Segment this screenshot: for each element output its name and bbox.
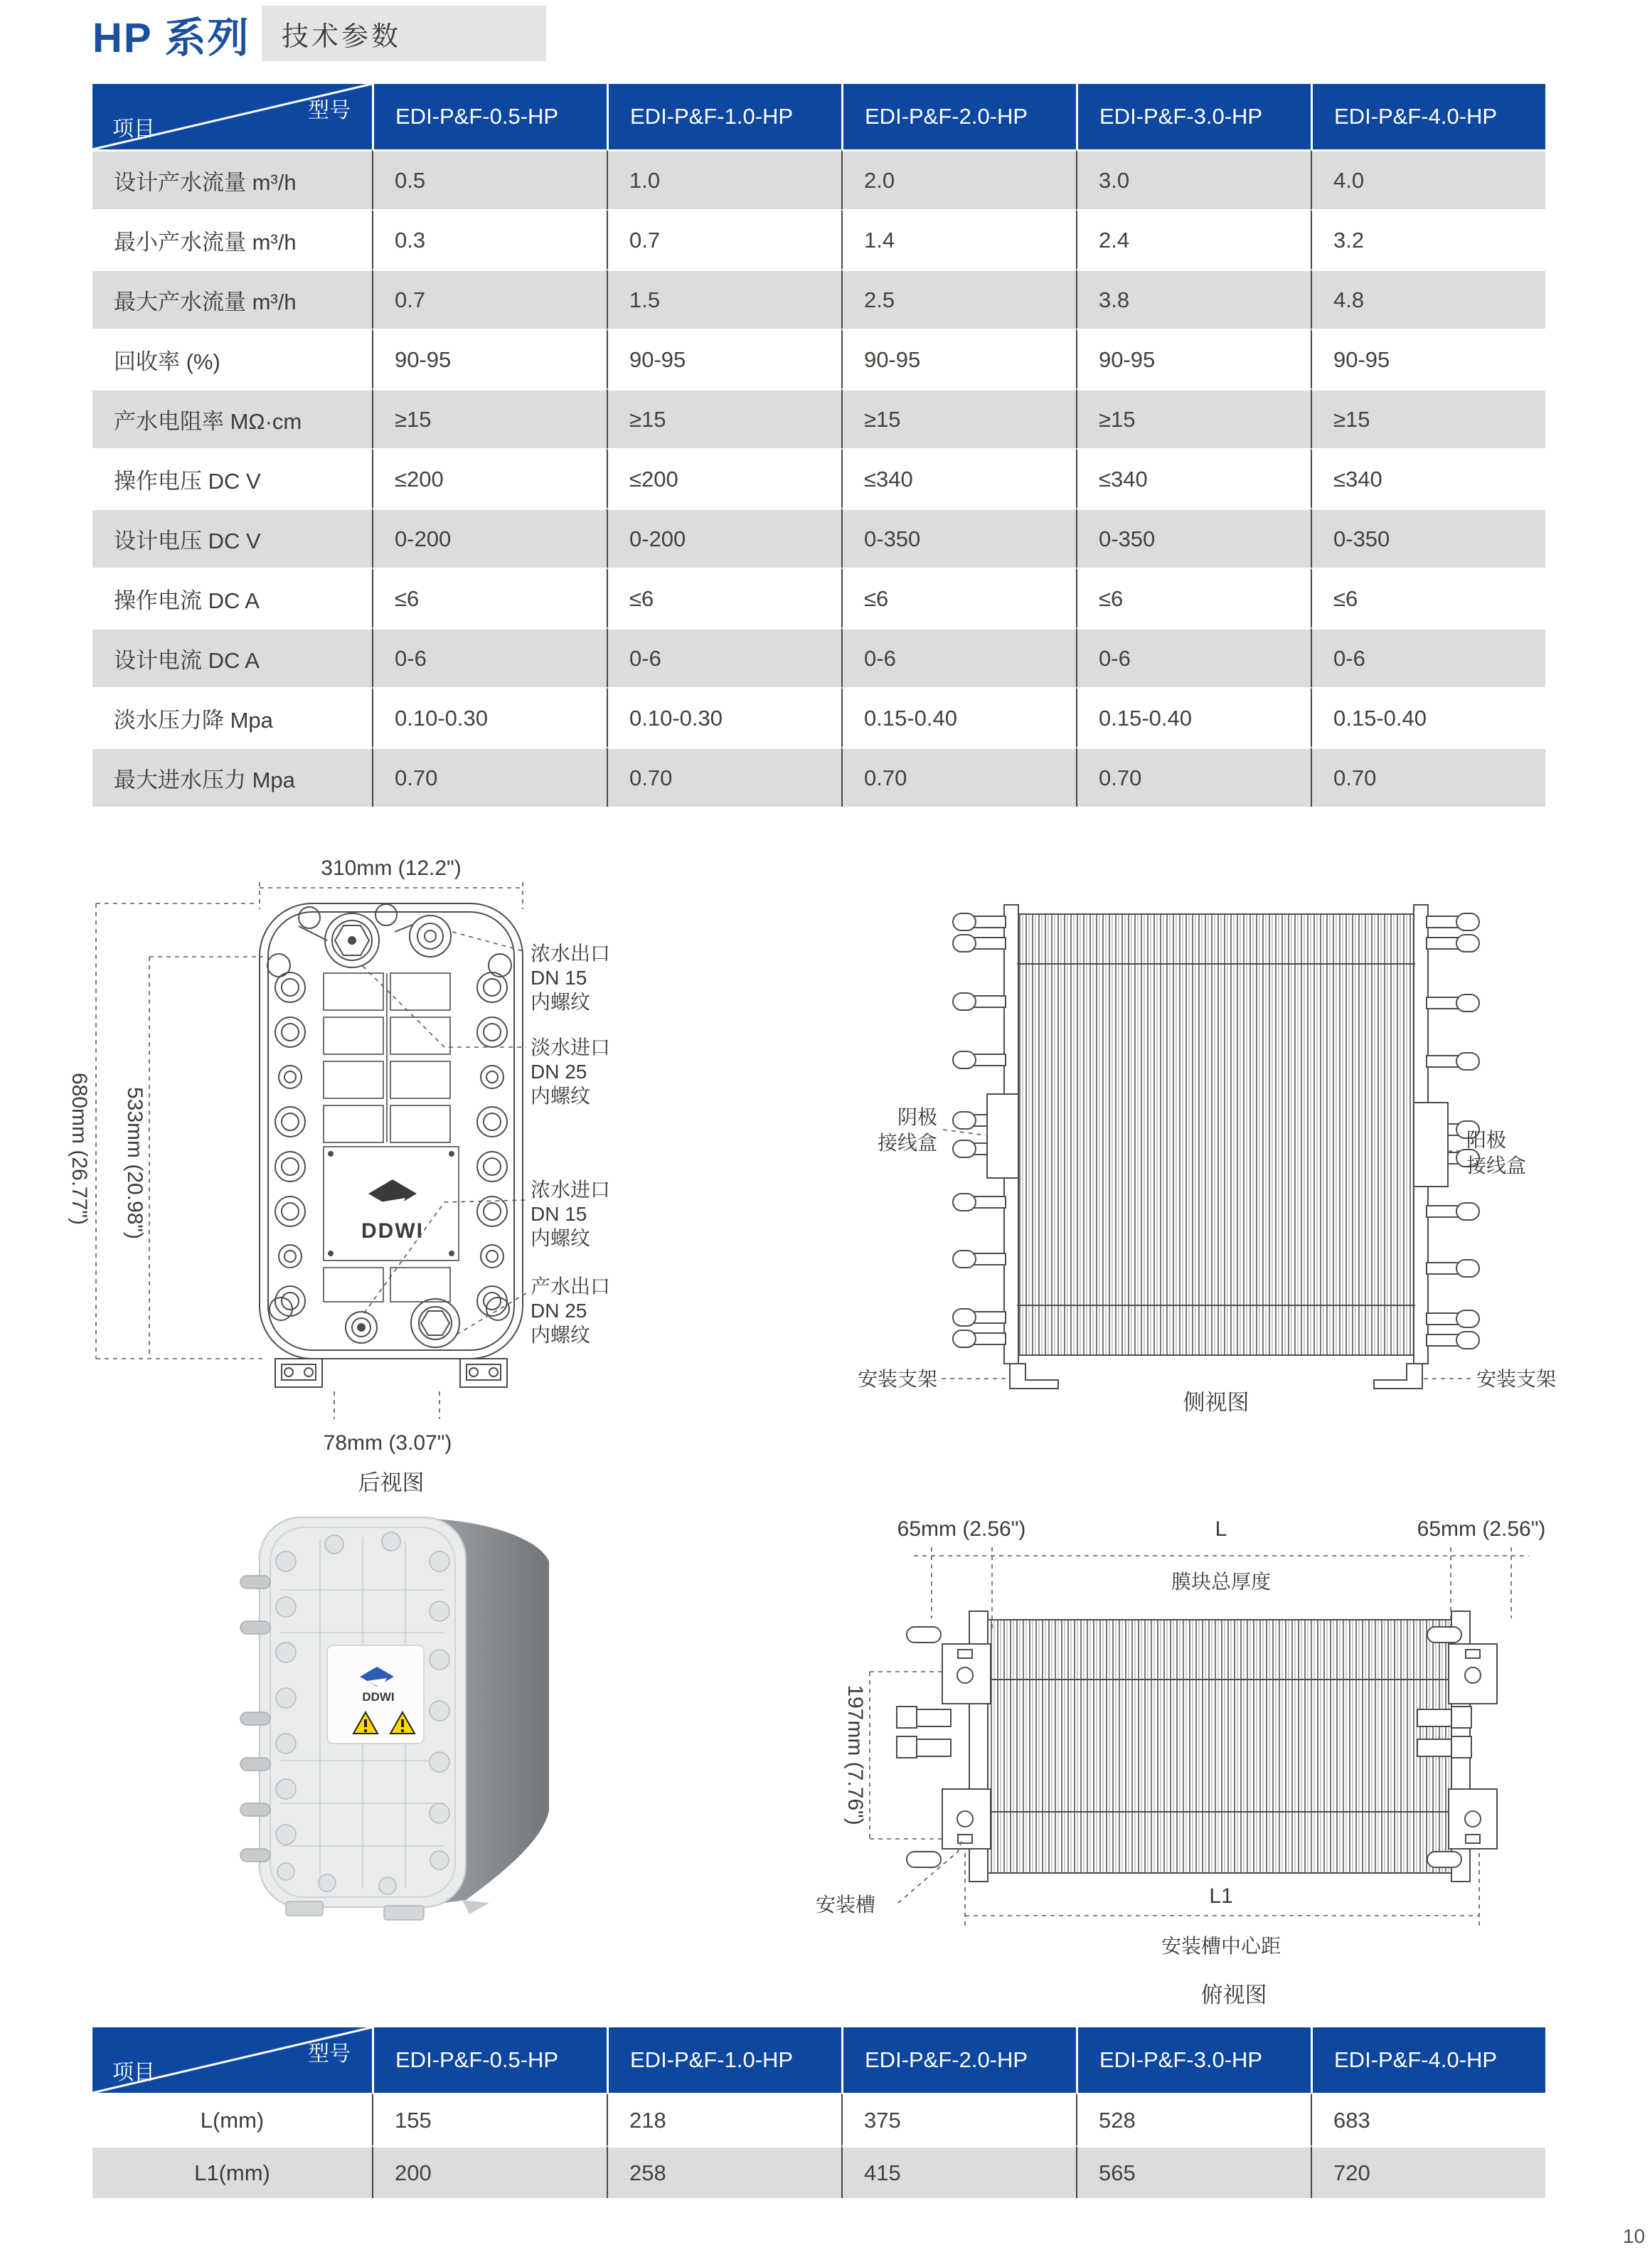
- iso-view-render: [220, 1476, 604, 1924]
- column-header: EDI-P&F-0.5-HP: [372, 84, 607, 149]
- table-cell: 0.70: [607, 747, 841, 807]
- table-cell: 2.5: [841, 269, 1076, 329]
- table-cell: 0.15-0.40: [1076, 687, 1311, 747]
- svg-text:DDWI: DDWI: [362, 1690, 395, 1704]
- table-cell: 1.5: [607, 269, 841, 329]
- svg-text:DN 25: DN 25: [531, 1300, 587, 1322]
- top-view-diagram: [779, 1505, 1589, 2010]
- svg-text:内螺纹: 内螺纹: [531, 1227, 591, 1249]
- table-cell: 90-95: [1076, 329, 1311, 388]
- table-cell: ≤6: [1311, 568, 1545, 627]
- svg-text:内螺纹: 内螺纹: [531, 1085, 591, 1107]
- mount-slot-label: 安装槽: [816, 1894, 876, 1916]
- table-cell: 4.8: [1311, 269, 1545, 329]
- table-cell: 683: [1311, 2093, 1545, 2145]
- table-cell: 0.15-0.40: [841, 687, 1076, 747]
- anode-junction-box: [1414, 1103, 1448, 1187]
- product-label-plate: [327, 1645, 424, 1744]
- table-cell: 528: [1076, 2093, 1311, 2145]
- table-cell: 0.3: [372, 209, 607, 269]
- table-cell: 4.0: [1311, 149, 1545, 209]
- table-cell: ≤340: [841, 448, 1076, 508]
- table-cell: 0.5: [372, 149, 607, 209]
- table-cell: ≤6: [607, 568, 841, 627]
- table-cell: 90-95: [1311, 329, 1545, 388]
- table-cell: 720: [1311, 2145, 1545, 2198]
- svg-text:DN 15: DN 15: [531, 1203, 587, 1225]
- table-cell: 2.4: [1076, 209, 1311, 269]
- spec-table: [92, 84, 1545, 807]
- column-header: EDI-P&F-4.0-HP: [1311, 2027, 1545, 2093]
- table-cell: ≤200: [372, 448, 607, 508]
- table-cell: 90-95: [841, 329, 1076, 388]
- stack-thickness-label: 膜块总厚度: [1171, 1571, 1272, 1593]
- table-cell: 3.8: [1076, 269, 1311, 329]
- table-cell: 0.70: [372, 747, 607, 807]
- table-cell: 1.0: [607, 149, 841, 209]
- cathode-label: 阴极: [897, 1106, 937, 1128]
- table-cell: 155: [372, 2093, 607, 2145]
- row-label: 最大进水压力 Mpa: [92, 747, 372, 807]
- cathode-junction-box: [987, 1094, 1018, 1178]
- table-cell: ≤6: [372, 568, 607, 627]
- row-label: L1(mm): [92, 2145, 372, 2198]
- row-label: 淡水压力降 Mpa: [92, 687, 372, 747]
- table-cell: 0-6: [1311, 627, 1545, 687]
- callout-concentrate-outlet: 浓水出口: [531, 943, 611, 965]
- table-cell: 90-95: [372, 329, 607, 388]
- rear-dim-height-inner: 533mm (20.98"): [123, 1086, 146, 1240]
- rear-dim-height-outer: 680mm (26.77"): [68, 1072, 91, 1226]
- row-label: L(mm): [92, 2093, 372, 2145]
- dim-table-corner-cell: [92, 2027, 372, 2093]
- column-header: EDI-P&F-0.5-HP: [372, 2027, 607, 2093]
- row-label: 操作电流 DC A: [92, 568, 372, 627]
- rear-view-caption: 后视图: [358, 1470, 425, 1495]
- side-view-caption: 侧视图: [1183, 1390, 1249, 1415]
- column-header: EDI-P&F-4.0-HP: [1311, 84, 1545, 149]
- table-cell: ≤200: [607, 448, 841, 508]
- table-cell: ≤6: [841, 568, 1076, 627]
- slot-center-distance-label: 安装槽中心距: [1161, 1935, 1281, 1957]
- table-cell: 0.70: [1076, 747, 1311, 807]
- table-cell: ≥15: [372, 388, 607, 448]
- page-title: HP 系列: [92, 15, 250, 61]
- column-header: EDI-P&F-3.0-HP: [1076, 84, 1311, 149]
- table-cell: 0-200: [607, 508, 841, 568]
- rear-dim-feet: 78mm (3.07"): [323, 1431, 452, 1455]
- spec-table-corner-cell: [92, 84, 372, 149]
- side-view-diagram: [775, 825, 1586, 1416]
- mount-bracket-label-right: 安装支架: [1476, 1368, 1557, 1390]
- table-cell: 0.7: [607, 209, 841, 269]
- corner-label-model: 型号: [308, 2042, 351, 2066]
- table-cell: ≤6: [1076, 568, 1311, 627]
- top-view-caption: 俯视图: [1200, 1983, 1267, 2007]
- svg-text:接线盒: 接线盒: [1466, 1155, 1527, 1177]
- row-label: 最大产水流量 m³/h: [92, 269, 372, 329]
- top-dim-depth: 197mm (7.76"): [843, 1684, 867, 1825]
- corner-label-model: 型号: [308, 99, 351, 122]
- table-cell: 0-350: [1076, 508, 1311, 568]
- svg-text:接线盒: 接线盒: [877, 1132, 937, 1154]
- table-cell: 565: [1076, 2145, 1311, 2198]
- table-cell: 218: [607, 2093, 841, 2145]
- table-cell: 0.10-0.30: [607, 687, 841, 747]
- table-cell: 0.70: [841, 747, 1076, 807]
- table-cell: 0-6: [841, 627, 1076, 687]
- rear-view-diagram: [28, 818, 740, 1515]
- table-cell: ≤340: [1076, 448, 1311, 508]
- row-label: 回收率 (%): [92, 329, 372, 388]
- row-label: 操作电压 DC V: [92, 448, 372, 508]
- column-header: EDI-P&F-2.0-HP: [841, 84, 1076, 149]
- subtitle-banner: [262, 6, 546, 61]
- top-dim-right: 65mm (2.56"): [1417, 1517, 1546, 1541]
- table-cell: 0-6: [1076, 627, 1311, 687]
- svg-text:DDWI: DDWI: [361, 1219, 424, 1243]
- column-header: EDI-P&F-1.0-HP: [607, 84, 841, 149]
- svg-text:DN 15: DN 15: [531, 967, 587, 989]
- table-cell: 258: [607, 2145, 841, 2198]
- corner-label-item: 项目: [112, 117, 155, 141]
- callout-dilute-inlet: 淡水进口: [531, 1036, 611, 1058]
- page-number: 10: [1623, 2225, 1646, 2247]
- row-label: 产水电阻率 MΩ·cm: [92, 388, 372, 448]
- top-dim-L1: L1: [1209, 1884, 1233, 1908]
- top-dim-left: 65mm (2.56"): [897, 1517, 1026, 1541]
- table-cell: 0-6: [372, 627, 607, 687]
- top-dim-L: L: [1215, 1517, 1227, 1541]
- column-header: EDI-P&F-1.0-HP: [607, 2027, 841, 2093]
- table-cell: 415: [841, 2145, 1076, 2198]
- callout-concentrate-inlet: 浓水进口: [531, 1179, 611, 1201]
- table-cell: ≥15: [1076, 388, 1311, 448]
- corner-label-item: 项目: [112, 2061, 155, 2084]
- table-cell: 0.70: [1311, 747, 1545, 807]
- table-cell: 1.4: [841, 209, 1076, 269]
- table-cell: 375: [841, 2093, 1076, 2145]
- rear-dim-width: 310mm (12.2"): [321, 856, 462, 880]
- table-cell: 2.0: [841, 149, 1076, 209]
- anode-label: 阳极: [1466, 1129, 1507, 1151]
- row-label: 最小产水流量 m³/h: [92, 209, 372, 269]
- row-label: 设计电压 DC V: [92, 508, 372, 568]
- column-header: EDI-P&F-2.0-HP: [841, 2027, 1076, 2093]
- table-cell: 3.0: [1076, 149, 1311, 209]
- table-cell: ≥15: [841, 388, 1076, 448]
- table-cell: 200: [372, 2145, 607, 2198]
- table-cell: ≥15: [607, 388, 841, 448]
- row-label: 设计产水流量 m³/h: [92, 149, 372, 209]
- table-cell: 3.2: [1311, 209, 1545, 269]
- subtitle-text: 技术参数: [282, 21, 402, 52]
- svg-text:内螺纹: 内螺纹: [531, 1324, 591, 1346]
- table-cell: 0-200: [372, 508, 607, 568]
- table-cell: 0-6: [607, 627, 841, 687]
- mount-bracket-label-left: 安装支架: [857, 1368, 937, 1390]
- row-label: 设计电流 DC A: [92, 627, 372, 687]
- callout-product-outlet: 产水出口: [531, 1275, 611, 1298]
- column-header: EDI-P&F-3.0-HP: [1076, 2027, 1311, 2093]
- table-cell: 90-95: [607, 329, 841, 388]
- table-cell: 0-350: [1311, 508, 1545, 568]
- table-cell: 0.10-0.30: [372, 687, 607, 747]
- svg-text:内螺纹: 内螺纹: [531, 991, 591, 1013]
- table-cell: ≤340: [1311, 448, 1545, 508]
- table-cell: 0.7: [372, 269, 607, 329]
- svg-text:DN 25: DN 25: [531, 1061, 587, 1083]
- table-cell: 0.15-0.40: [1311, 687, 1545, 747]
- table-cell: 0-350: [841, 508, 1076, 568]
- dimension-table: [92, 2027, 1545, 2198]
- table-cell: ≥15: [1311, 388, 1545, 448]
